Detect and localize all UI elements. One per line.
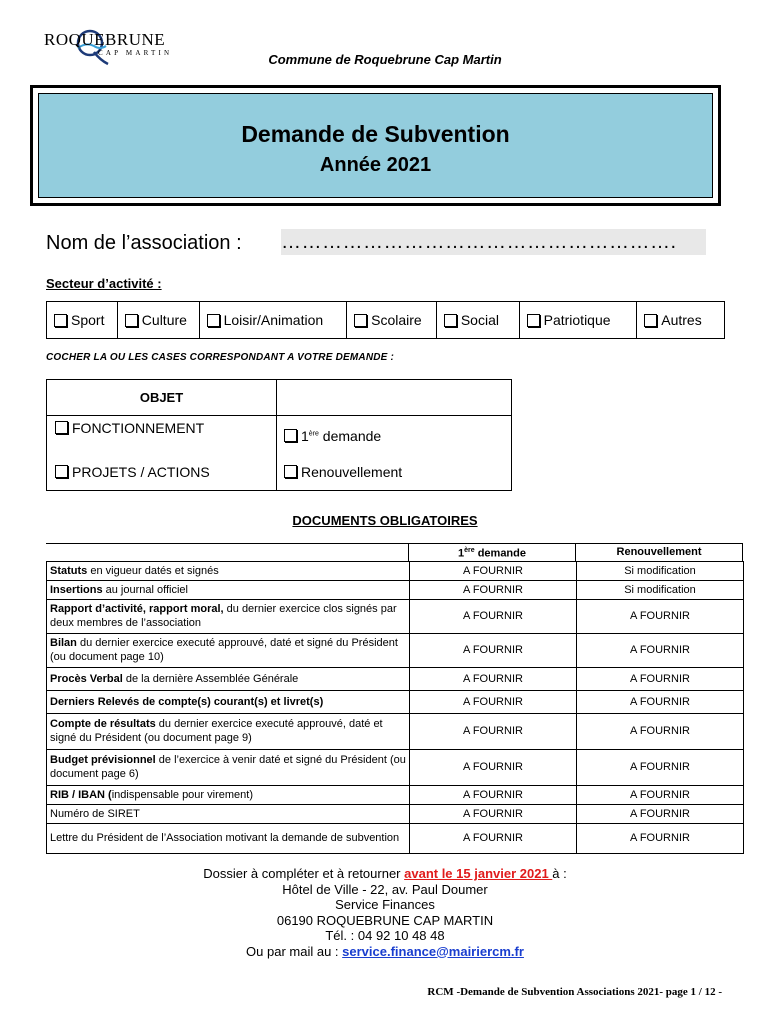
renewal-cell: A FOURNIR [577,633,744,667]
checkbox-icon[interactable] [444,314,457,327]
sector-label: Secteur d’activité : [46,276,162,291]
document-name-bold: RIB / IBAN ( [50,788,112,801]
sector-option-culture[interactable] [118,302,200,338]
sector-option-label: Sport [71,312,105,328]
renewal-cell: A FOURNIR [577,804,744,823]
checkbox-icon[interactable] [527,314,540,327]
document-name-rest: du dernier exercice executé approuvé, daté et signé du Président (ou document page 10) [50,637,398,664]
document-name-bold: Statuts [50,564,88,577]
renewal-cell: A FOURNIR [577,667,744,690]
document-name-bold: Budget prévisionnel [50,754,156,767]
footer-address: Hôtel de Ville - 22, av. Paul Doumer [282,881,488,897]
document-name-cell [47,580,410,599]
checkbox-icon[interactable] [284,465,297,478]
table-header-first [409,544,576,562]
objet-option-fonctionnement[interactable] [55,420,204,436]
documents-table-body [46,561,744,854]
footer-text: à : [552,866,567,881]
sector-option-label: Scolaire [371,312,422,328]
checkbox-icon[interactable] [207,314,220,327]
footer-phone: Tél. : 04 92 10 48 48 [325,928,445,943]
page-footer: RCM -Demande de Subvention Associations 2021- page 1 / 12 - [427,986,722,998]
document-name-rest: de l’exercice à venir daté et signé du Président (ou document page 6) [50,754,406,781]
return-instructions [0,866,770,959]
title-banner-fill [38,93,713,198]
objet-option-num: 1 [301,428,309,444]
first-request-cell: A FOURNIR [410,667,577,690]
table-header-sup: ère [464,547,475,554]
sector-option-scolaire[interactable] [347,302,437,338]
renewal-cell: A FOURNIR [577,823,744,853]
document-name-rest: du dernier exercice executé approuvé, daté et signé du Président (ou document page 9) [50,718,383,745]
sector-option-label: Autres [661,312,702,328]
footer-line-6 [0,944,770,960]
document-name-bold: Bilan [50,637,77,650]
sector-option-label: Social [460,312,499,328]
first-request-cell: A FOURNIR [410,804,577,823]
table-row [47,667,744,690]
renewal-cell: A FOURNIR [577,713,744,749]
table-row [47,804,744,823]
document-name-bold: Compte de résultats [50,718,156,731]
footer-text: Ou par mail au : [246,943,343,959]
table-row [47,580,744,599]
renewal-cell: A FOURNIR [577,749,744,785]
footer-service: Service Finances [335,897,435,912]
document-year: Année 2021 [319,154,432,176]
sector-option-label: Culture [141,312,187,328]
document-name-rest: du dernier exercice clos signés par deux membres de l’association [50,603,397,630]
footer-text: Dossier à compléter et à retourner [203,866,405,881]
sector-option-social[interactable] [437,302,520,338]
objet-option-sup: ère [308,430,319,438]
sector-option-autres[interactable] [637,302,724,338]
email-link[interactable]: service.finance@mairiercm.fr [342,943,524,959]
table-header-blank [46,544,409,562]
objet-option-renouvellement[interactable] [284,464,402,480]
checkbox-icon[interactable] [55,421,68,434]
title-banner [30,85,721,206]
document-name-rest: au journal officiel [102,583,188,596]
sector-option-label: Loisir/Animation [223,312,324,328]
document-name-cell [47,599,410,633]
table-header-renew: Renouvellement [576,544,743,562]
checkbox-icon[interactable] [125,314,138,327]
first-request-cell: A FOURNIR [410,690,577,713]
document-name-bold: Insertions [50,583,103,596]
table-row [47,599,744,633]
table-row [47,633,744,667]
renewal-cell: A FOURNIR [577,785,744,804]
document-name-cell [47,823,410,853]
checkbox-icon[interactable] [644,314,657,327]
renewal-cell: A FOURNIR [577,690,744,713]
sector-option-label: Patriotique [543,312,611,328]
document-title: Demande de Subvention [241,121,510,147]
checkbox-icon[interactable] [55,465,68,478]
first-request-cell: A FOURNIR [410,580,577,599]
document-name-cell [47,785,410,804]
first-request-cell: A FOURNIR [410,599,577,633]
first-request-cell: A FOURNIR [410,561,577,580]
document-name-bold: Derniers Relevés de compte(s) courant(s) et livret(s) [50,695,324,708]
document-name-cell [47,749,410,785]
document-name-bold: Procès Verbal [50,672,123,685]
objet-header: OBJET [139,390,184,405]
table-header-num: 1 [458,547,465,560]
document-name-cell [47,561,410,580]
table-header-text: demande [474,547,526,560]
table-divider [276,380,277,490]
document-name-cell [47,690,410,713]
sector-option-loisir[interactable] [200,302,348,338]
document-name-rest: Lettre du Président de l’Association motivant la demande de subvention [50,832,400,845]
checkbox-icon[interactable] [354,314,367,327]
first-request-cell: A FOURNIR [410,823,577,853]
deadline-text: avant le 15 janvier 2021 [404,866,553,881]
first-request-cell: A FOURNIR [410,633,577,667]
document-name-rest: Numéro de SIRET [50,807,140,820]
document-name-bold: Rapport d’activité, rapport moral, [50,603,224,616]
checkbox-icon[interactable] [54,314,67,327]
table-row [47,713,744,749]
objet-option-label: Renouvellement [301,464,403,480]
documents-table [46,543,744,854]
document-name-cell [47,713,410,749]
renewal-cell: A FOURNIR [577,599,744,633]
document-name-rest: en vigueur datés et signés [87,564,219,577]
logo-subtitle: CAP MARTIN [98,49,173,57]
objet-option-premiere-demande[interactable] [284,428,381,444]
table-row [47,785,744,804]
commune-heading: Commune de Roquebrune Cap Martin [268,52,502,67]
sector-option-patriotique[interactable] [520,302,638,338]
table-row [47,823,744,853]
association-name-label: Nom de l’association : [46,232,242,254]
first-request-cell: A FOURNIR [410,713,577,749]
logo-name: ROQUEBRUNE [44,30,166,49]
table-divider [47,415,511,416]
sector-option-sport[interactable] [47,302,118,338]
renewal-cell: Si modification [577,561,744,580]
first-request-cell: A FOURNIR [410,749,577,785]
table-row [47,690,744,713]
first-request-cell: A FOURNIR [410,785,577,804]
table-header-row [46,544,743,562]
instruction-text: COCHER LA OU LES CASES CORRESPONDANT A VOTRE DEMANDE : [46,352,395,363]
documents-title: DOCUMENTS OBLIGATOIRES [292,513,478,528]
document-name-rest: indispensable pour virement) [111,788,253,801]
footer-line-1 [0,866,770,882]
footer-city: 06190 ROQUEBRUNE CAP MARTIN [276,912,494,928]
objet-option-label: PROJETS / ACTIONS [72,464,210,480]
document-name-rest: de la dernière Assemblée Générale [122,672,299,685]
checkbox-icon[interactable] [284,429,297,442]
document-name-cell [47,804,410,823]
objet-option-label: demande [318,428,382,444]
sector-options [46,301,725,339]
objet-option-label: FONCTIONNEMENT [72,420,205,436]
table-row [47,749,744,785]
objet-table [46,379,512,491]
renewal-cell: Si modification [577,580,744,599]
table-row [47,561,744,580]
objet-option-projets[interactable] [55,464,210,480]
document-name-cell [47,667,410,690]
association-name-field[interactable]: …………………………………………………. [281,229,706,255]
document-name-cell [47,633,410,667]
